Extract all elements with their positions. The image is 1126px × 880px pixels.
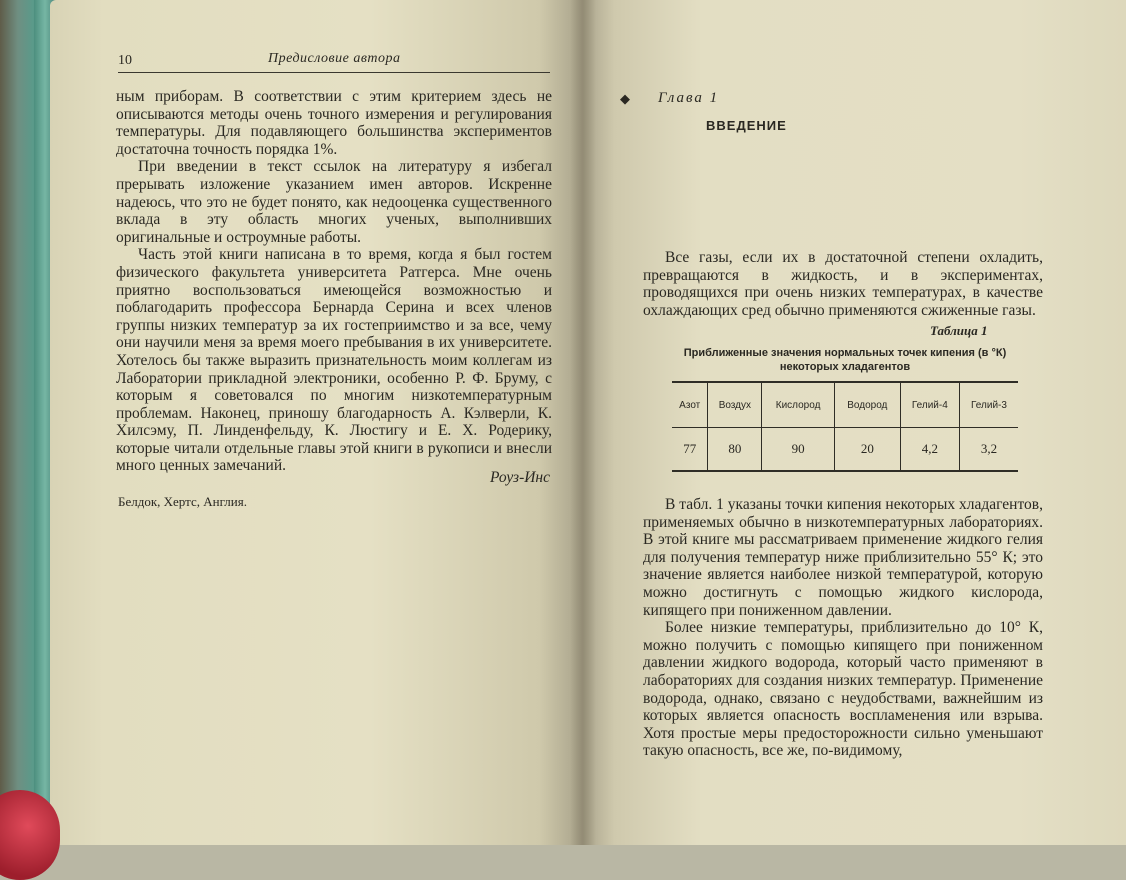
table-header-cell: Гелий-4: [900, 382, 959, 428]
table-label: Таблица 1: [930, 323, 988, 338]
paragraph: Более низкие температуры, приблизительно до 10° К, можно получить с помощью кипящего при пониженном давлении жидкого водорода, который часто применяют в лабораториях для создания низких температур. Применение водорода, однако, связано с неудобствами, важнейшим из которых является опасность воспламенения или взрыва. Хотя простые меры предосторожности сильно уменьшают такую опасность, все же, по-видимому,: [643, 619, 1043, 760]
paragraph: В табл. 1 указаны точки кипения некоторых хладагентов, применяемых обычно в низкотемпературных лабораториях. В этой книге мы рассматриваем применение жидкого гелия для получения температур ниже приблизительно 55° К; это значение является наиболее низкой температурой, которую можно достигнуть с помощью жидкого кислорода, кипящего при пониженном давлении.: [643, 496, 1043, 619]
table-cell: 90: [762, 428, 835, 472]
table-header-cell: Гелий-3: [959, 382, 1018, 428]
table-cell: 20: [834, 428, 900, 472]
table-header-cell: Водород: [834, 382, 900, 428]
table-header-cell: Кислород: [762, 382, 835, 428]
chapter-heading: [620, 90, 720, 107]
table-cell: 80: [708, 428, 762, 472]
intro-text: [643, 249, 1043, 319]
table-header-cell: Воздух: [708, 382, 762, 428]
author-signature: Роуз-Инс: [490, 469, 550, 486]
running-head: [118, 50, 550, 73]
left-page-text: [116, 88, 552, 475]
table-header-cell: Азот: [672, 382, 708, 428]
table-cell: 3,2: [959, 428, 1018, 472]
boiling-points-table: [672, 381, 1018, 472]
table-cell: 4,2: [900, 428, 959, 472]
table-caption: Приближенные значения нормальных точек кипения (в °К) некоторых хладагентов: [683, 347, 1007, 373]
chapter-label: Глава 1: [658, 90, 720, 106]
running-title: Предисловие автора: [268, 51, 401, 66]
diamond-icon: ◆: [620, 91, 632, 106]
paragraph: Часть этой книги написана в то время, когда я был гостем физического факультета университета Ратгерса. Мне очень приятно воспользоваться имеющейся возможностью и поблагодарить профессора Бернарда Серина и всех членов группы низких температур за их гостеприимство и за все, чему они научили меня за время моего пребывания в их университете. Хотелось бы также выразить признательность моим коллегам из Лаборатории прикладной электроники, особенно Р. Ф. Бруму, с которым я советовался по многим низкотемпературным проблемам. Наконец, приношу благодарность А. Кэлверли, К. Хилсэму, П. Линденфельду, К. Люстигу и Е. Х. Родерику, которые читали отдельные главы этой книги в рукописи и внесли много ценных замечаний.: [116, 246, 552, 475]
book-gutter: [570, 0, 596, 845]
right-page-text: [643, 496, 1043, 760]
table-row: [672, 428, 1018, 472]
page-number: 10: [118, 53, 132, 68]
chapter-title: ВВЕДЕНИЕ: [706, 118, 787, 133]
paragraph: Все газы, если их в достаточной степени охладить, превращаются в жидкость, и в экспериментах, проводящихся при очень низких температурах, в качестве охлаждающих сред обычно применяются сжиженные газы.: [643, 249, 1043, 319]
place-line: Белдок, Хертс, Англия.: [118, 494, 247, 509]
table-header-row: [672, 382, 1018, 428]
paragraph: ным приборам. В соответствии с этим критерием здесь не описываются методы очень точного измерения и регулирования температуры. Для подавляющего большинства экспериментов достаточна точность порядка 1%.: [116, 88, 552, 158]
table-cell: 77: [672, 428, 708, 472]
paragraph: При введении в текст ссылок на литературу я избегал прерывать изложение указанием имен авторов. Искренне надеюсь, что это не будет понято, как недооценка существенного вклада в эту область многих ученых, выполнивших оригинальные и остроумные работы.: [116, 158, 552, 246]
